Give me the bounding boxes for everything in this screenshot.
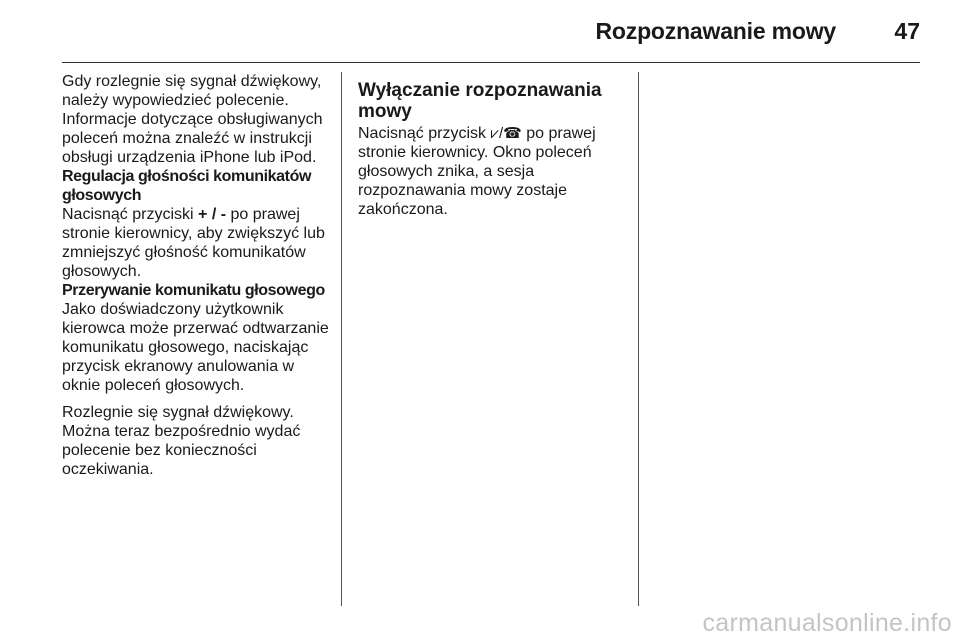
page-title: Rozpoznawanie mowy bbox=[595, 18, 836, 44]
column-divider-right bbox=[638, 72, 639, 606]
interrupt-heading: Przerywanie komunikatu głosowego bbox=[62, 282, 325, 299]
volume-paragraph: Nacisnąć przyciski + / - po prawej stronie kierownicy, aby zwiększyć lub zmniejszyć głośność komunikatów głosowych. bbox=[62, 206, 325, 280]
page-number: 47 bbox=[894, 18, 920, 44]
left-column bbox=[62, 72, 330, 479]
watermark: carmanualsonline.info bbox=[702, 609, 952, 637]
beep-paragraph: Rozlegnie się sygnał dźwiękowy. Można teraz bezpośrednio wydać polecenie bez konieczności oczekiwania. bbox=[62, 404, 301, 478]
disable-voice-heading: Wyłączanie rozpoznawania mowy bbox=[358, 80, 602, 122]
plus-minus-keys: + / - bbox=[198, 206, 227, 223]
voice-off-phone-hangup-icon: ⩗/☎ bbox=[490, 125, 522, 142]
column-divider-left bbox=[341, 72, 342, 606]
disable-voice-paragraph: Nacisnąć przycisk ⩗/☎ po prawej stronie kierownicy. Okno poleceń głosowych znika, a sesja rozpoznawania mowy zostaje zakończona. bbox=[358, 125, 596, 218]
volume-heading: Regulacja głośności komunikatów głosowych bbox=[62, 168, 311, 204]
middle-column bbox=[358, 72, 626, 219]
page-header bbox=[62, 0, 920, 63]
intro-paragraph: Gdy rozlegnie się sygnał dźwiękowy, należy wypowiedzieć polecenie. Informacje dotyczące obsługiwanych poleceń można znaleźć w instrukcji obsługi urządzenia iPhone lub iPod. bbox=[62, 73, 323, 166]
interrupt-paragraph: Jako doświadczony użytkownik kierowca może przerwać odtwarzanie komunikatu głosowego, naciskając przycisk ekranowy anulowania w oknie poleceń głosowych. bbox=[62, 301, 329, 394]
